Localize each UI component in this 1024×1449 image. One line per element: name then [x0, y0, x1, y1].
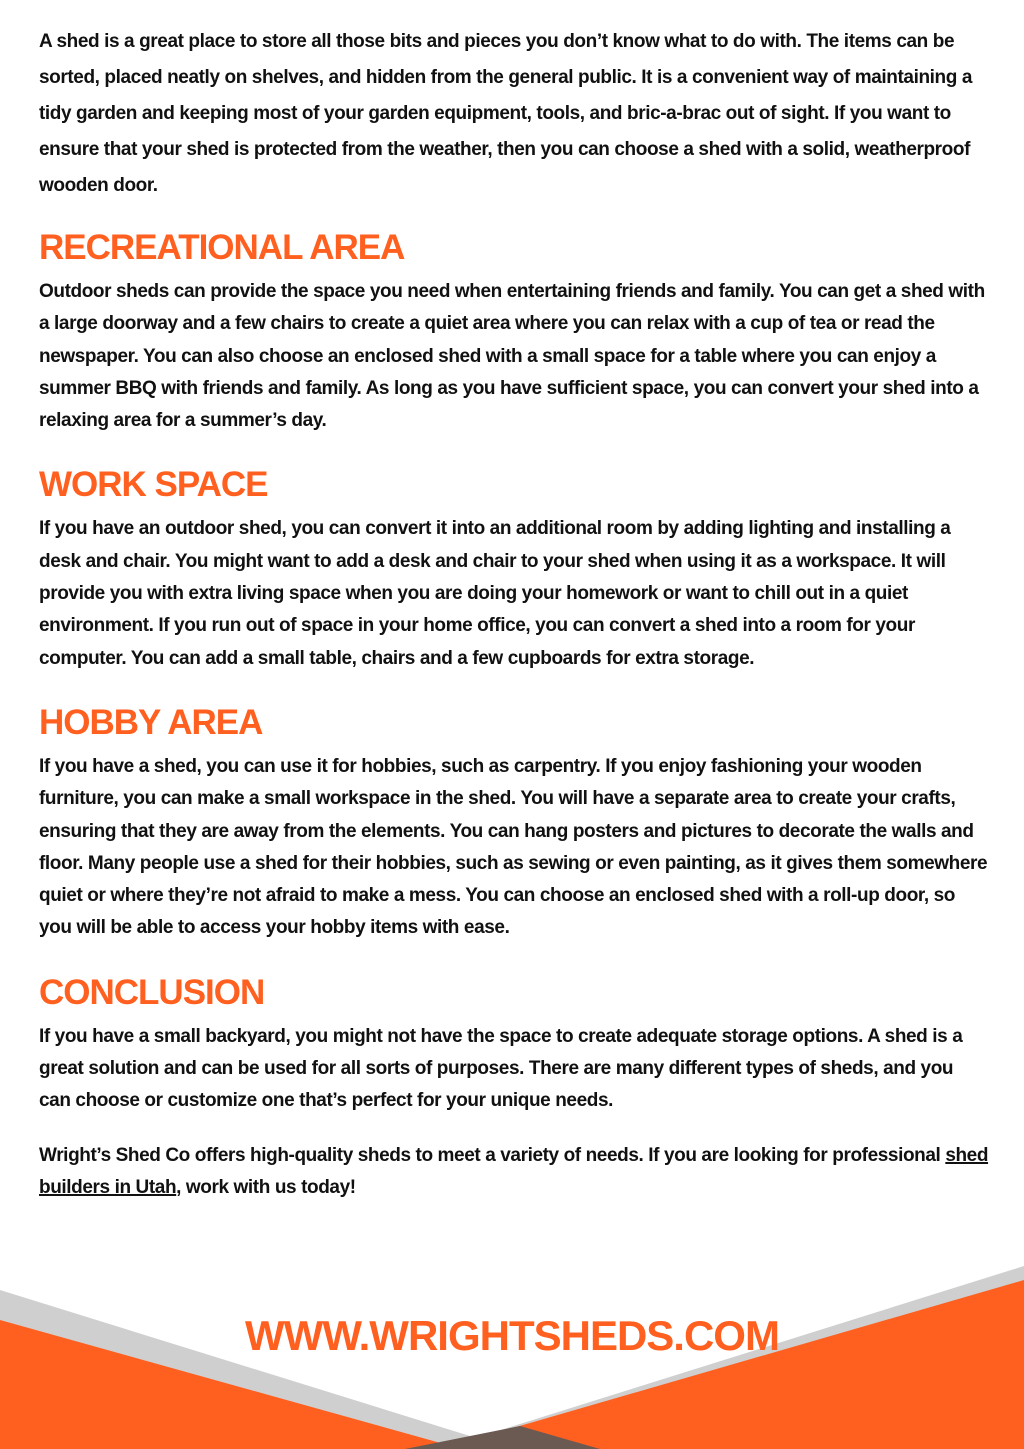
closing-text-after: , work with us today! — [176, 1176, 356, 1198]
recreational-area-paragraph: Outdoor sheds can provide the space you need when entertaining friends and family. You can get a shed with a large doorway and a few chairs to create a quiet area where you can relax with a cup of tea or read the newspaper. You can also choose an enclosed shed with a small space for a table where you can enjoy a summer BBQ with friends and family. As long as you have sufficient space, you can convert your shed into a relaxing area for a summer’s day. — [39, 281, 985, 432]
heading-recreational-area: RECREATIONAL AREA — [39, 228, 405, 267]
footer-banner — [0, 1260, 1024, 1449]
website-url-link[interactable]: WWW.WRIGHTSHEDS.COM — [245, 1312, 779, 1359]
closing-text-before: Wright’s Shed Co offers high-quality sheds to meet a variety of needs. If you are looking for professional — [39, 1144, 946, 1166]
shed-builders-link[interactable]: shed builders in Utah — [39, 1144, 989, 1198]
work-space-paragraph: If you have an outdoor shed, you can convert it into an additional room by adding lighting and installing a desk and chair. You might want to add a desk and chair to your shed when using it as a workspace. It will provide you with extra living space when you are doing your homework or want to chill out in a quiet environment. If you run out of space in your home office, you can convert a shed into a room for your computer. You can add a small table, chairs and a few cupboards for extra storage. — [39, 518, 951, 669]
heading-work-space: WORK SPACE — [39, 465, 268, 505]
article-content — [39, 24, 989, 1204]
conclusion-paragraph: If you have a small backyard, you might not have the space to create adequate storage options. A shed is a great solution and can be used for all sorts of purposes. There are many different types of sheds, and you can choose or customize one that’s perfect for your unique needs. — [39, 1025, 963, 1112]
heading-conclusion: CONCLUSION — [39, 972, 265, 1012]
heading-hobby-area: HOBBY AREA — [39, 702, 263, 742]
hobby-area-paragraph: If you have a shed, you can use it for hobbies, such as carpentry. If you enjoy fashioning your wooden furniture, you can make a small workspace in the shed. You will have a separate area to create your crafts, ensuring that they are away from the elements. You can hang posters and pictures to decorate the walls and floor. Many people use a shed for their hobbies, such as sewing or even painting, as it gives them somewhere quiet or where they’re not afraid to make a mess. You can choose an enclosed shed with a roll-up door, so you will be able to access your hobby items with ease. — [39, 755, 988, 939]
closing-paragraph — [39, 1140, 989, 1205]
intro-paragraph: A shed is a great place to store all those bits and pieces you don’t know what to do with. The items can be sorted, placed neatly on shelves, and hidden from the general public. It is a convenient way of maintaining a tidy garden and keeping most of your garden equipment, tools, and bric-a-brac out of sight. If you want to ensure that your shed is protected from the weather, then you can choose a shed with a solid, weatherproof wooden door. — [39, 31, 972, 196]
